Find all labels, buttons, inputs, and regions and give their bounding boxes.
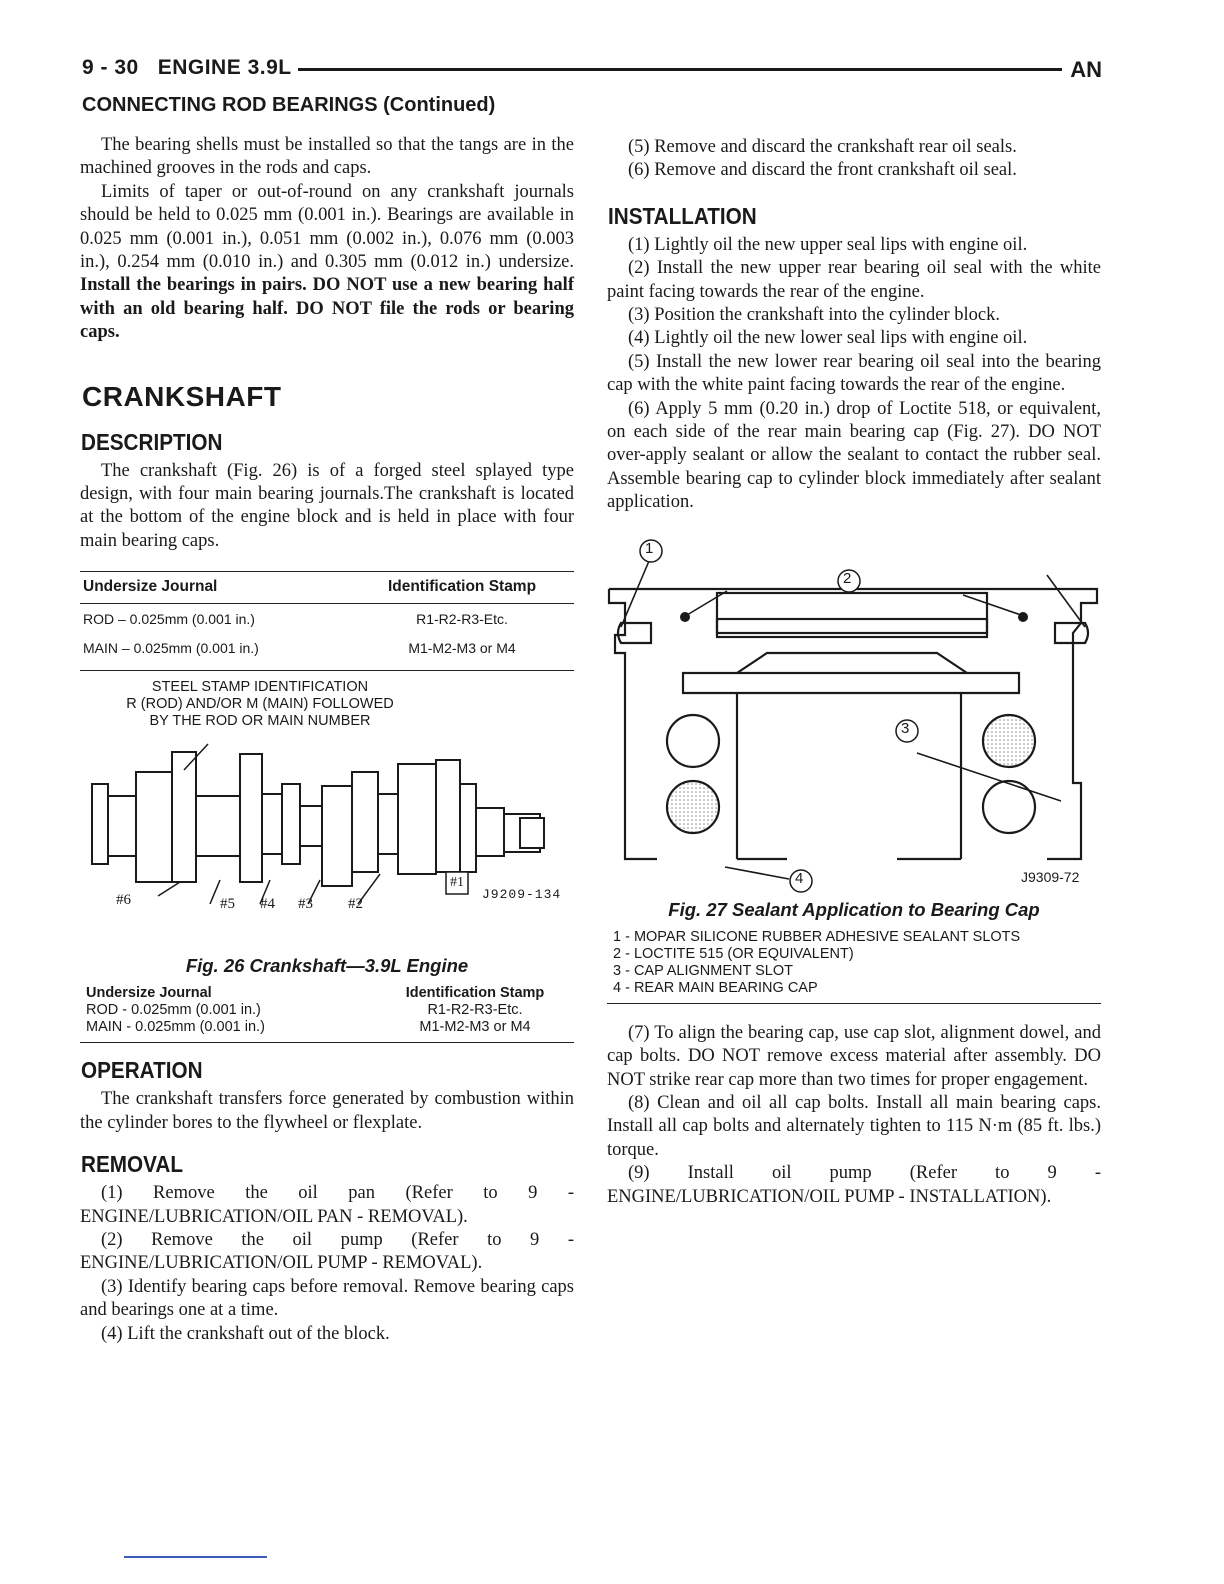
header-left: [82, 56, 298, 80]
bottom-rule: [124, 1556, 267, 1558]
figure-27: [607, 523, 1101, 893]
removal-step: (4) Lift the crankshaft out of the block.: [101, 1323, 390, 1344]
table-row: [80, 1002, 574, 1019]
section-name: ENGINE 3.9L: [157, 56, 292, 79]
stamp-note-1: STEEL STAMP IDENTIFICATION: [151, 679, 369, 696]
left-column: [80, 134, 574, 1346]
description-paragraph: The crankshaft (Fig. 26) is of a forged steel splayed type design, with four main bearing journals.The crankshaft is located at the bottom of the engine block and is held in place with four main bearing caps.: [80, 460, 574, 551]
removal-step: (5) Remove and discard the crankshaft rear oil seals.: [628, 137, 1017, 157]
removal-title: REMOVAL: [81, 1151, 183, 1178]
installation-step: (8) Clean and oil all cap bolts. Install all main bearing caps. Install all cap bolts and alternately tighten to 115 N·m (85 ft. lbs.) torque.: [607, 1092, 1101, 1160]
installation-step: (2) Install the new upper rear bearing oil seal with the white paint facing towards the rear of the engine.: [607, 258, 1101, 302]
legend-item: 3 - CAP ALIGNMENT SLOT: [613, 962, 793, 979]
page-header: [82, 56, 1102, 84]
undersize-table-2: [80, 985, 574, 1043]
col-undersize-journal: Undersize Journal: [83, 578, 218, 596]
fig27-code: J9309-72: [1021, 868, 1080, 885]
col-identification-stamp: Identification Stamp: [387, 578, 537, 596]
bearing-cap-drawing: [607, 523, 1101, 893]
fig26-label-3: #3: [298, 896, 313, 913]
operation-title: OPERATION: [81, 1057, 203, 1084]
table-cell: M1-M2-M3 or M4: [419, 1019, 531, 1036]
intro-paragraph-1: The bearing shells must be installed so that the tangs are in the machined grooves in the rods and caps.: [80, 135, 574, 179]
intro-text: Limits of taper or out-of-round on any crankshaft journals should be held to 0.025 mm (0.001 in.). Bearings are available in 0.025 mm (0.001 in.), 0.051 mm (0.002 in.), 0.076 mm (0.003 in.), 0.254 mm (0.010 in.) and 0.305 mm (0.012 in.) undersize.: [80, 181, 574, 273]
col-undersize-journal-2: Undersize Journal: [86, 985, 212, 1002]
crankshaft-drawing: [80, 724, 574, 954]
header-code: AN: [1064, 57, 1102, 83]
installation-step: (1) Lightly oil the new upper seal lips with engine oil.: [628, 234, 1028, 255]
removal-step: (2) Remove the oil pump (Refer to 9 - ENGINE/LUBRICATION/OIL PUMP - REMOVAL).: [80, 1229, 574, 1274]
installation-step: (3) Position the crankshaft into the cylinder block.: [628, 305, 1000, 326]
table-row: [80, 1019, 574, 1036]
stamp-note-3: BY THE ROD OR MAIN NUMBER: [149, 713, 371, 730]
col-identification-stamp-2: Identification Stamp: [405, 985, 545, 1002]
fig26-label-6: #6: [116, 892, 131, 909]
table-cell: R1-R2-R3-Etc.: [427, 1002, 523, 1019]
fig27-caption: Fig. 27 Sealant Application to Bearing Cap: [668, 898, 1040, 920]
table-cell: M1-M2-M3 or M4: [408, 640, 516, 657]
undersize-table: [80, 571, 574, 671]
installation-step: (6) Apply 5 mm (0.20 in.) drop of Loctite 518, or equivalent, on each side of the rear main bearing cap (Fig. 27). DO NOT over-apply sealant or allow the sealant to contact the rubber seal. Assemble bearing cap to cylinder block immediately after sealant application.: [607, 398, 1101, 513]
table-row: [80, 604, 574, 633]
stamp-note-2: R (ROD) AND/OR M (MAIN) FOLLOWED: [126, 696, 394, 713]
installation-step: (9) Install oil pump (Refer to 9 - ENGINE/LUBRICATION/OIL PUMP - INSTALLATION).: [607, 1163, 1101, 1207]
fig26-label-2: #2: [348, 896, 363, 913]
table-header: [80, 572, 574, 604]
table-cell: ROD - 0.025mm (0.001 in.): [86, 1002, 261, 1019]
callout-1: 1: [645, 539, 654, 557]
table-cell: MAIN – 0.025mm (0.001 in.): [83, 640, 259, 657]
callout-4: 4: [795, 869, 804, 887]
installation-step: (4) Lightly oil the new lower seal lips with engine oil.: [628, 328, 1028, 349]
intro-paragraph-2: [80, 181, 574, 345]
table-cell: R1-R2-R3-Etc.: [416, 611, 508, 628]
removal-step: (6) Remove and discard the front crankshaft oil seal.: [628, 160, 1017, 181]
callout-3: 3: [901, 719, 910, 737]
intro-warning: Install the bearings in pairs. DO NOT use a new bearing half with an old bearing half. DO NOT file the rods or bearing caps.: [80, 275, 574, 343]
fig26-label-4: #4: [260, 896, 275, 913]
legend-item: 1 - MOPAR SILICONE RUBBER ADHESIVE SEALANT SLOTS: [613, 928, 1021, 945]
right-column: [607, 136, 1101, 1209]
table-row: [80, 633, 574, 670]
fig27-legend: [607, 929, 1101, 1004]
page-ref: 9 - 30: [82, 56, 139, 79]
continued-title: CONNECTING ROD BEARINGS (Continued): [82, 94, 496, 116]
table-cell: MAIN - 0.025mm (0.001 in.): [86, 1019, 265, 1036]
fig26-label-5: #5: [220, 896, 235, 913]
installation-title: INSTALLATION: [608, 202, 757, 229]
crankshaft-title: CRANKSHAFT: [82, 380, 282, 412]
removal-step: (3) Identify bearing caps before removal. Remove bearing caps and bearings one at a time.: [80, 1276, 574, 1321]
fig26-code: J9209-134: [482, 887, 562, 903]
operation-paragraph: The crankshaft transfers force generated by combustion within the cylinder bores to the flywheel or flexplate.: [80, 1089, 574, 1133]
figure-26: [80, 679, 574, 949]
table2-header: [80, 985, 574, 1002]
installation-step: (5) Install the new lower rear bearing oil seal into the bearing cap with the white paint facing towards the rear of the engine.: [607, 351, 1101, 396]
legend-item: 4 - REAR MAIN BEARING CAP: [613, 979, 818, 996]
installation-step: (7) To align the bearing cap, use cap slot, alignment dowel, and cap bolts. DO NOT remove excess material after assembly. DO NOT strike rear cap more than two times for proper engagement.: [607, 1022, 1101, 1090]
fig26-caption: Fig. 26 Crankshaft—3.9L Engine: [185, 955, 469, 977]
legend-item: 2 - LOCTITE 515 (OR EQUIVALENT): [613, 945, 854, 962]
table-cell: ROD – 0.025mm (0.001 in.): [83, 611, 255, 628]
description-title: DESCRIPTION: [81, 428, 223, 455]
fig26-label-1: #1: [450, 875, 464, 891]
callout-2: 2: [843, 569, 852, 587]
removal-step: (1) Remove the oil pan (Refer to 9 - ENGINE/LUBRICATION/OIL PAN - REMOVAL).: [80, 1183, 574, 1227]
